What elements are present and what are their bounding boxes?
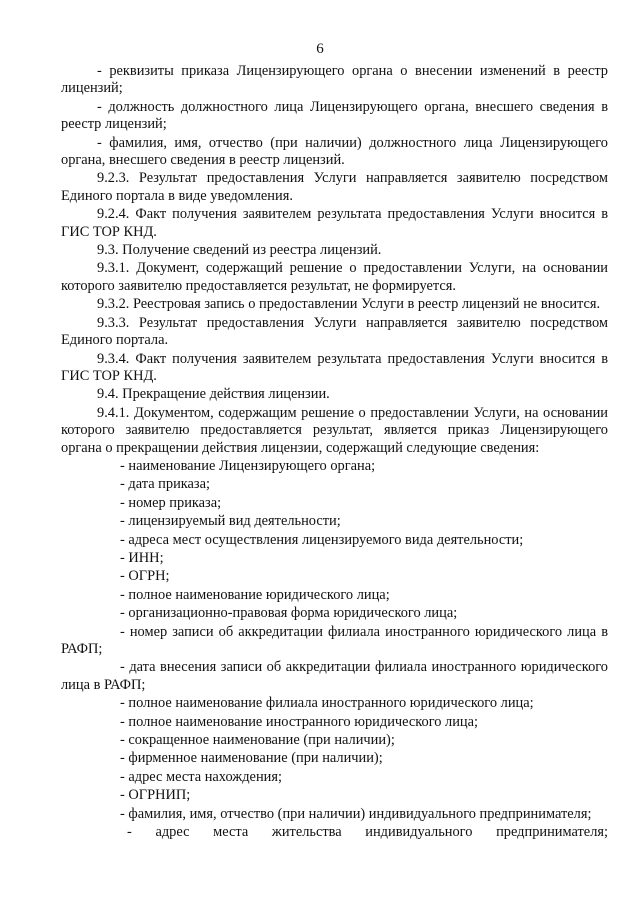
list-item: - адрес места нахождения; [120, 768, 282, 785]
paragraph: 9.3.4. Факт получения заявителем результата предоставления Услуги вносится в ГИС ТОР КНД. [61, 350, 608, 384]
list-item: - адрес места жительства индивидуального предпринимателя; [127, 824, 608, 841]
list-item: - ОГРНИП; [120, 787, 191, 804]
paragraph: 9.3. Получение сведений из реестра лицензий. [97, 242, 382, 259]
list-item: - лицензируемый вид деятельности; [120, 513, 341, 530]
list-item: - наименование Лицензирующего органа; [120, 457, 376, 474]
paragraph: 9.3.2. Реестровая запись о предоставлении Услуги в реестр лицензий не вносится. [97, 296, 601, 313]
list-item: - организационно-правовая форма юридического лица; [120, 605, 458, 622]
paragraph: - должность должностного лица Лицензирующего органа, внесшего сведения в реестр лицензий; [61, 98, 608, 133]
page-number: 6 [316, 41, 324, 57]
list-item: - фамилия, имя, отчество (при наличии) индивидуального предпринимателя; [120, 805, 592, 822]
list-item: - ИНН; [120, 549, 164, 566]
paragraph: - фамилия, имя, отчество (при наличии) должностного лица Лицензирующего органа, внесшего сведения в реестр лицензий. [61, 134, 608, 169]
paragraph: 9.2.4. Факт получения заявителем результата предоставления Услуги вносится в ГИС ТОР КНД. [61, 206, 608, 240]
list-item: - фирменное наименование (при наличии); [120, 750, 383, 767]
paragraph: 9.3.1. Документ, содержащий решение о предоставлении Услуги, на основании которого заявителю предоставляется результат, не формируется. [61, 260, 608, 294]
paragraph: 9.4.1. Документом, содержащим решение о предоставлении Услуги, на основании которого заявителю предоставляется результат, является приказ Лицензирующего органа о прекращении действия лицензии, содержащий следующие сведения: [61, 404, 608, 456]
list-item: - номер записи об аккредитации филиала иностранного юридического лица в РАФП; [61, 623, 608, 657]
list-item: - адреса мест осуществления лицензируемого вида деятельности; [120, 531, 524, 548]
list-item: - полное наименование иностранного юридического лица; [120, 713, 479, 730]
list-item: - полное наименование филиала иностранного юридического лица; [120, 695, 534, 712]
list-item: - дата внесения записи об аккредитации филиала иностранного юридического лица в РАФП; [61, 659, 608, 693]
document-body [61, 63, 608, 842]
list-item: - номер приказа; [120, 494, 222, 511]
paragraph: - реквизиты приказа Лицензирующего органа о внесении изменений в реестр лицензий; [61, 63, 608, 97]
paragraph: 9.2.3. Результат предоставления Услуги направляется заявителю посредством Единого портала в виде уведомления. [61, 170, 608, 204]
list-item: - сокращенное наименование (при наличии); [120, 732, 395, 749]
paragraph: 9.3.3. Результат предоставления Услуги направляется заявителю посредством Единого портала. [61, 314, 608, 349]
list-item: - полное наименование юридического лица; [120, 586, 390, 603]
paragraph: 9.4. Прекращение действия лицензии. [97, 386, 330, 403]
list-item: - ОГРН; [120, 568, 170, 585]
list-item: - дата приказа; [120, 476, 211, 493]
